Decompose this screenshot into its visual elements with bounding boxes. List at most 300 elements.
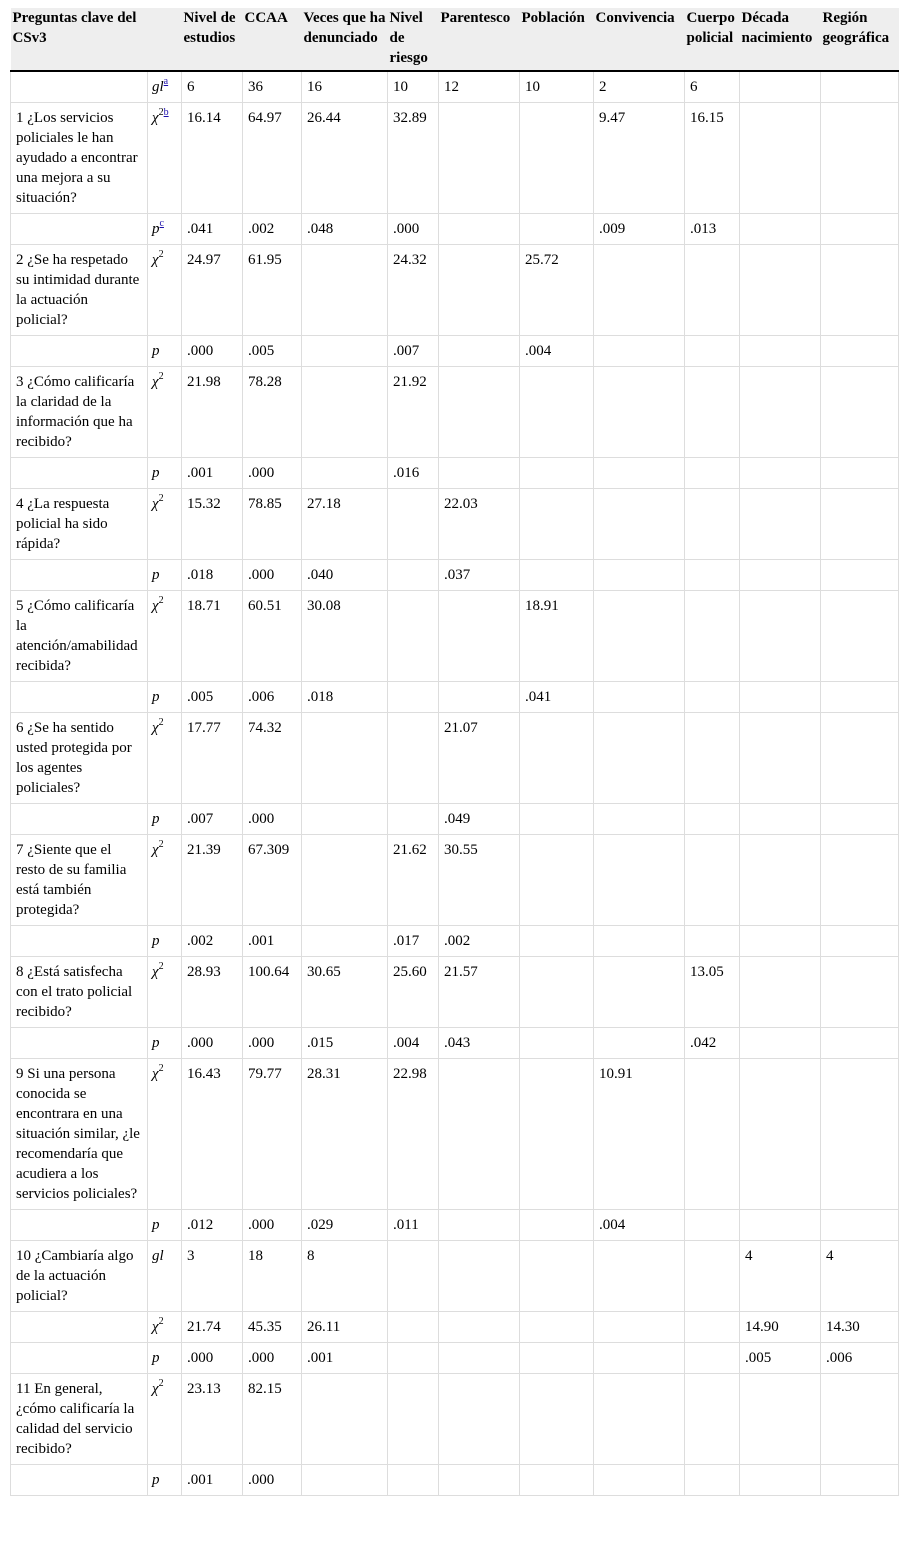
value-cell: [821, 560, 899, 591]
question-cell: 7 ¿Siente que el resto de su familia está también protegida?: [11, 835, 148, 926]
value-cell: [302, 1465, 388, 1496]
value-cell: [685, 926, 740, 957]
question-cell: [11, 1028, 148, 1059]
value-cell: [685, 336, 740, 367]
header-parentesco: Parentesco: [439, 8, 520, 71]
value-cell: [821, 367, 899, 458]
value-cell: [302, 713, 388, 804]
value-cell: .018: [302, 682, 388, 713]
header-nivel-estudios: Nivel de estudios: [182, 8, 243, 71]
value-cell: [740, 71, 821, 103]
value-cell: [685, 560, 740, 591]
value-cell: .000: [243, 1210, 302, 1241]
table-row: [11, 957, 899, 1028]
value-cell: [740, 957, 821, 1028]
value-cell: 79.77: [243, 1059, 302, 1210]
value-cell: .001: [243, 926, 302, 957]
table-row: [11, 1374, 899, 1465]
value-cell: [685, 713, 740, 804]
value-cell: 67.309: [243, 835, 302, 926]
value-cell: [740, 336, 821, 367]
value-cell: 22.03: [439, 489, 520, 560]
question-cell: [11, 214, 148, 245]
stat-cell: [148, 458, 182, 489]
value-cell: [594, 713, 685, 804]
question-cell: [11, 804, 148, 835]
stat-cell: [148, 713, 182, 804]
value-cell: 21.98: [182, 367, 243, 458]
question-cell: [11, 1343, 148, 1374]
stat-superscript: [159, 107, 169, 118]
squared-exponent: 2: [158, 1378, 164, 1389]
value-cell: 30.55: [439, 835, 520, 926]
value-cell: .001: [302, 1343, 388, 1374]
value-cell: [740, 1028, 821, 1059]
value-cell: .000: [182, 336, 243, 367]
value-cell: [439, 591, 520, 682]
stat-symbol: p: [152, 1472, 160, 1488]
table-row: [11, 1210, 899, 1241]
value-cell: .007: [182, 804, 243, 835]
table-row: [11, 591, 899, 682]
table-row: [11, 103, 899, 214]
value-cell: .000: [243, 1465, 302, 1496]
value-cell: [439, 682, 520, 713]
value-cell: 21.57: [439, 957, 520, 1028]
value-cell: 61.95: [243, 245, 302, 336]
squared-exponent: 2: [158, 961, 164, 972]
value-cell: 74.32: [243, 713, 302, 804]
value-cell: [685, 458, 740, 489]
value-cell: .005: [740, 1343, 821, 1374]
stat-symbol: p: [152, 811, 160, 827]
question-cell: [11, 682, 148, 713]
value-cell: [520, 926, 594, 957]
header-nivel-riesgo: Nivel de riesgo: [388, 8, 439, 71]
value-cell: [685, 1059, 740, 1210]
value-cell: [740, 1465, 821, 1496]
value-cell: [520, 367, 594, 458]
value-cell: 36: [243, 71, 302, 103]
value-cell: [740, 489, 821, 560]
value-cell: [594, 1241, 685, 1312]
header-ccaa: CCAA: [243, 8, 302, 71]
value-cell: [520, 103, 594, 214]
value-cell: [388, 560, 439, 591]
value-cell: .000: [182, 1028, 243, 1059]
stat-symbol: p: [152, 689, 160, 705]
value-cell: .004: [594, 1210, 685, 1241]
header-stat: [148, 8, 182, 71]
value-cell: [685, 1465, 740, 1496]
stat-cell: [148, 1210, 182, 1241]
stat-cell: [148, 1241, 182, 1312]
table-row: [11, 1059, 899, 1210]
value-cell: .004: [388, 1028, 439, 1059]
value-cell: .009: [594, 214, 685, 245]
value-cell: 4: [821, 1241, 899, 1312]
value-cell: [594, 1028, 685, 1059]
value-cell: [740, 458, 821, 489]
value-cell: [439, 336, 520, 367]
value-cell: 9.47: [594, 103, 685, 214]
value-cell: [740, 1374, 821, 1465]
value-cell: [594, 591, 685, 682]
value-cell: [685, 804, 740, 835]
value-cell: [520, 560, 594, 591]
value-cell: [302, 245, 388, 336]
question-cell: 8 ¿Está satisfecha con el trato policial recibido?: [11, 957, 148, 1028]
question-cell: [11, 1210, 148, 1241]
stat-symbol: χ: [152, 1066, 159, 1082]
value-cell: [740, 214, 821, 245]
value-cell: [685, 1210, 740, 1241]
value-cell: [685, 367, 740, 458]
value-cell: 16.14: [182, 103, 243, 214]
value-cell: [594, 804, 685, 835]
table-row: [11, 804, 899, 835]
value-cell: .043: [439, 1028, 520, 1059]
value-cell: 21.07: [439, 713, 520, 804]
value-cell: 16: [302, 71, 388, 103]
value-cell: [740, 560, 821, 591]
value-cell: [439, 1059, 520, 1210]
table-row: [11, 71, 899, 103]
question-cell: [11, 71, 148, 103]
value-cell: .001: [182, 458, 243, 489]
value-cell: [594, 336, 685, 367]
value-cell: .011: [388, 1210, 439, 1241]
squared-exponent: 2: [158, 1316, 164, 1327]
value-cell: 21.74: [182, 1312, 243, 1343]
value-cell: [821, 957, 899, 1028]
value-cell: .002: [182, 926, 243, 957]
value-cell: .000: [243, 458, 302, 489]
value-cell: [594, 458, 685, 489]
value-cell: [685, 245, 740, 336]
value-cell: [594, 682, 685, 713]
value-cell: .005: [182, 682, 243, 713]
stat-cell: [148, 1374, 182, 1465]
stat-superscript: [159, 839, 164, 850]
value-cell: [388, 591, 439, 682]
value-cell: [821, 835, 899, 926]
table-row: [11, 1028, 899, 1059]
value-cell: .015: [302, 1028, 388, 1059]
value-cell: .042: [685, 1028, 740, 1059]
value-cell: [821, 1059, 899, 1210]
stat-superscript: [159, 717, 164, 728]
stat-superscript: [159, 493, 164, 504]
value-cell: 24.97: [182, 245, 243, 336]
value-cell: [388, 1465, 439, 1496]
value-cell: [520, 1028, 594, 1059]
header-cuerpo-policial: Cuerpo policial: [685, 8, 740, 71]
value-cell: [821, 1465, 899, 1496]
header-veces-denunciado: Veces que ha denunciado: [302, 8, 388, 71]
question-cell: 6 ¿Se ha sentido usted protegida por los agentes policiales?: [11, 713, 148, 804]
value-cell: [388, 713, 439, 804]
stat-superscript: [159, 1063, 164, 1074]
stat-symbol: p: [152, 1217, 160, 1233]
stat-superscript: [159, 371, 164, 382]
value-cell: [520, 1374, 594, 1465]
value-cell: [821, 591, 899, 682]
value-cell: [821, 682, 899, 713]
value-cell: 25.60: [388, 957, 439, 1028]
question-cell: 11 En general, ¿cómo calificaría la calidad del servicio recibido?: [11, 1374, 148, 1465]
value-cell: 30.08: [302, 591, 388, 682]
stat-symbol: p: [152, 465, 160, 481]
value-cell: [302, 1374, 388, 1465]
value-cell: [740, 103, 821, 214]
value-cell: [520, 1210, 594, 1241]
value-cell: 12: [439, 71, 520, 103]
value-cell: [388, 489, 439, 560]
table-row: [11, 682, 899, 713]
value-cell: [821, 71, 899, 103]
value-cell: 4: [740, 1241, 821, 1312]
stat-symbol: p: [152, 1350, 160, 1366]
value-cell: 28.93: [182, 957, 243, 1028]
value-cell: 17.77: [182, 713, 243, 804]
value-cell: [594, 1312, 685, 1343]
value-cell: 26.44: [302, 103, 388, 214]
value-cell: [302, 804, 388, 835]
stat-superscript: [160, 218, 164, 229]
value-cell: [685, 1374, 740, 1465]
value-cell: .000: [243, 1028, 302, 1059]
value-cell: 6: [182, 71, 243, 103]
stat-cell: [148, 489, 182, 560]
value-cell: [520, 1059, 594, 1210]
value-cell: .041: [182, 214, 243, 245]
value-cell: .037: [439, 560, 520, 591]
value-cell: [821, 713, 899, 804]
value-cell: [520, 1312, 594, 1343]
value-cell: [594, 245, 685, 336]
value-cell: [821, 1374, 899, 1465]
value-cell: [685, 489, 740, 560]
stat-superscript: [159, 1316, 164, 1327]
stat-superscript: [159, 1378, 164, 1389]
footnote-link[interactable]: c: [159, 218, 164, 229]
value-cell: 3: [182, 1241, 243, 1312]
value-cell: [594, 1465, 685, 1496]
value-cell: [439, 1210, 520, 1241]
chi-square-table: [10, 8, 899, 1496]
value-cell: 21.62: [388, 835, 439, 926]
stat-symbol: χ: [152, 374, 159, 390]
value-cell: [821, 1028, 899, 1059]
value-cell: 14.30: [821, 1312, 899, 1343]
stat-symbol: χ: [152, 1319, 159, 1335]
stat-cell: [148, 336, 182, 367]
stat-cell: [148, 957, 182, 1028]
value-cell: [685, 682, 740, 713]
header-convivencia: Convivencia: [594, 8, 685, 71]
question-cell: 9 Si una persona conocida se encontrara en una situación similar, ¿le recomendaría que acudiera a los servicios policiales?: [11, 1059, 148, 1210]
value-cell: 13.05: [685, 957, 740, 1028]
value-cell: 15.32: [182, 489, 243, 560]
value-cell: [740, 926, 821, 957]
value-cell: [520, 1343, 594, 1374]
value-cell: [821, 489, 899, 560]
value-cell: [740, 245, 821, 336]
value-cell: [594, 1374, 685, 1465]
table-row: [11, 458, 899, 489]
value-cell: 28.31: [302, 1059, 388, 1210]
value-cell: .000: [243, 804, 302, 835]
value-cell: [594, 489, 685, 560]
stat-symbol: gl: [152, 1248, 164, 1264]
value-cell: .029: [302, 1210, 388, 1241]
footnote-link[interactable]: a: [163, 76, 169, 87]
table-row: [11, 560, 899, 591]
value-cell: .007: [388, 336, 439, 367]
value-cell: 6: [685, 71, 740, 103]
table-row: [11, 214, 899, 245]
value-cell: 10: [520, 71, 594, 103]
value-cell: .049: [439, 804, 520, 835]
question-cell: 2 ¿Se ha respetado su intimidad durante la actuación policial?: [11, 245, 148, 336]
stat-cell: [148, 591, 182, 682]
value-cell: [302, 367, 388, 458]
value-cell: 100.64: [243, 957, 302, 1028]
value-cell: 30.65: [302, 957, 388, 1028]
stat-cell: [148, 367, 182, 458]
value-cell: .005: [243, 336, 302, 367]
value-cell: [594, 560, 685, 591]
value-cell: [439, 1465, 520, 1496]
table-row: [11, 245, 899, 336]
value-cell: .000: [243, 1343, 302, 1374]
stat-superscript: [164, 76, 168, 87]
stat-cell: [148, 103, 182, 214]
value-cell: [740, 804, 821, 835]
value-cell: 14.90: [740, 1312, 821, 1343]
squared-exponent: 2: [158, 595, 164, 606]
value-cell: .040: [302, 560, 388, 591]
value-cell: [685, 1343, 740, 1374]
value-cell: 45.35: [243, 1312, 302, 1343]
value-cell: 18.91: [520, 591, 594, 682]
header-decada-nacimiento: Década nacimiento: [740, 8, 821, 71]
value-cell: [439, 1374, 520, 1465]
footnote-link[interactable]: b: [163, 107, 169, 118]
value-cell: [388, 682, 439, 713]
value-cell: [439, 103, 520, 214]
value-cell: [821, 336, 899, 367]
stat-cell: [148, 1028, 182, 1059]
value-cell: [685, 1312, 740, 1343]
stat-symbol: p: [152, 567, 160, 583]
stat-symbol: χ: [152, 252, 159, 268]
table-row: [11, 926, 899, 957]
question-cell: 3 ¿Cómo calificaría la claridad de la información que ha recibido?: [11, 367, 148, 458]
value-cell: [740, 367, 821, 458]
table-row: [11, 1465, 899, 1496]
stat-symbol: p: [152, 221, 160, 237]
value-cell: [821, 1210, 899, 1241]
value-cell: [388, 1343, 439, 1374]
table-container: [10, 8, 898, 1496]
value-cell: [594, 926, 685, 957]
stat-symbol: χ: [152, 842, 159, 858]
stat-symbol: χ: [152, 964, 159, 980]
value-cell: [740, 835, 821, 926]
value-cell: [821, 245, 899, 336]
value-cell: .006: [821, 1343, 899, 1374]
squared-exponent: 2: [158, 1063, 164, 1074]
value-cell: [520, 214, 594, 245]
value-cell: [302, 458, 388, 489]
value-cell: [439, 245, 520, 336]
value-cell: 60.51: [243, 591, 302, 682]
stat-symbol: gl: [152, 79, 164, 95]
value-cell: .041: [520, 682, 594, 713]
stat-cell: [148, 926, 182, 957]
table-row: [11, 367, 899, 458]
stat-cell: [148, 804, 182, 835]
value-cell: [388, 804, 439, 835]
header-row: [11, 8, 899, 71]
stat-cell: [148, 214, 182, 245]
value-cell: 64.97: [243, 103, 302, 214]
value-cell: [821, 214, 899, 245]
question-cell: [11, 336, 148, 367]
value-cell: [520, 458, 594, 489]
squared-exponent: 2: [158, 371, 164, 382]
value-cell: 18: [243, 1241, 302, 1312]
value-cell: [594, 835, 685, 926]
value-cell: [740, 1059, 821, 1210]
question-cell: [11, 1465, 148, 1496]
value-cell: 21.39: [182, 835, 243, 926]
value-cell: 78.28: [243, 367, 302, 458]
table-row: [11, 835, 899, 926]
stat-cell: [148, 560, 182, 591]
value-cell: [821, 103, 899, 214]
squared-exponent: 2: [158, 249, 164, 260]
value-cell: [821, 926, 899, 957]
value-cell: 24.32: [388, 245, 439, 336]
value-cell: .004: [520, 336, 594, 367]
value-cell: [520, 957, 594, 1028]
value-cell: [520, 1465, 594, 1496]
value-cell: 16.43: [182, 1059, 243, 1210]
question-cell: [11, 560, 148, 591]
value-cell: [520, 489, 594, 560]
value-cell: .012: [182, 1210, 243, 1241]
stat-symbol: p: [152, 1035, 160, 1051]
value-cell: 18.71: [182, 591, 243, 682]
table-row: [11, 489, 899, 560]
value-cell: [740, 591, 821, 682]
header-region-geografica: Región geográfica: [821, 8, 899, 71]
question-cell: 10 ¿Cambiaría algo de la actuación policial?: [11, 1241, 148, 1312]
value-cell: 21.92: [388, 367, 439, 458]
stat-symbol: χ: [152, 1381, 159, 1397]
value-cell: [439, 214, 520, 245]
value-cell: 2: [594, 71, 685, 103]
value-cell: .018: [182, 560, 243, 591]
table-row: [11, 336, 899, 367]
stat-cell: [148, 835, 182, 926]
value-cell: [594, 957, 685, 1028]
value-cell: 10.91: [594, 1059, 685, 1210]
question-cell: 1 ¿Los servicios policiales le han ayudado a encontrar una mejora a su situación?: [11, 103, 148, 214]
